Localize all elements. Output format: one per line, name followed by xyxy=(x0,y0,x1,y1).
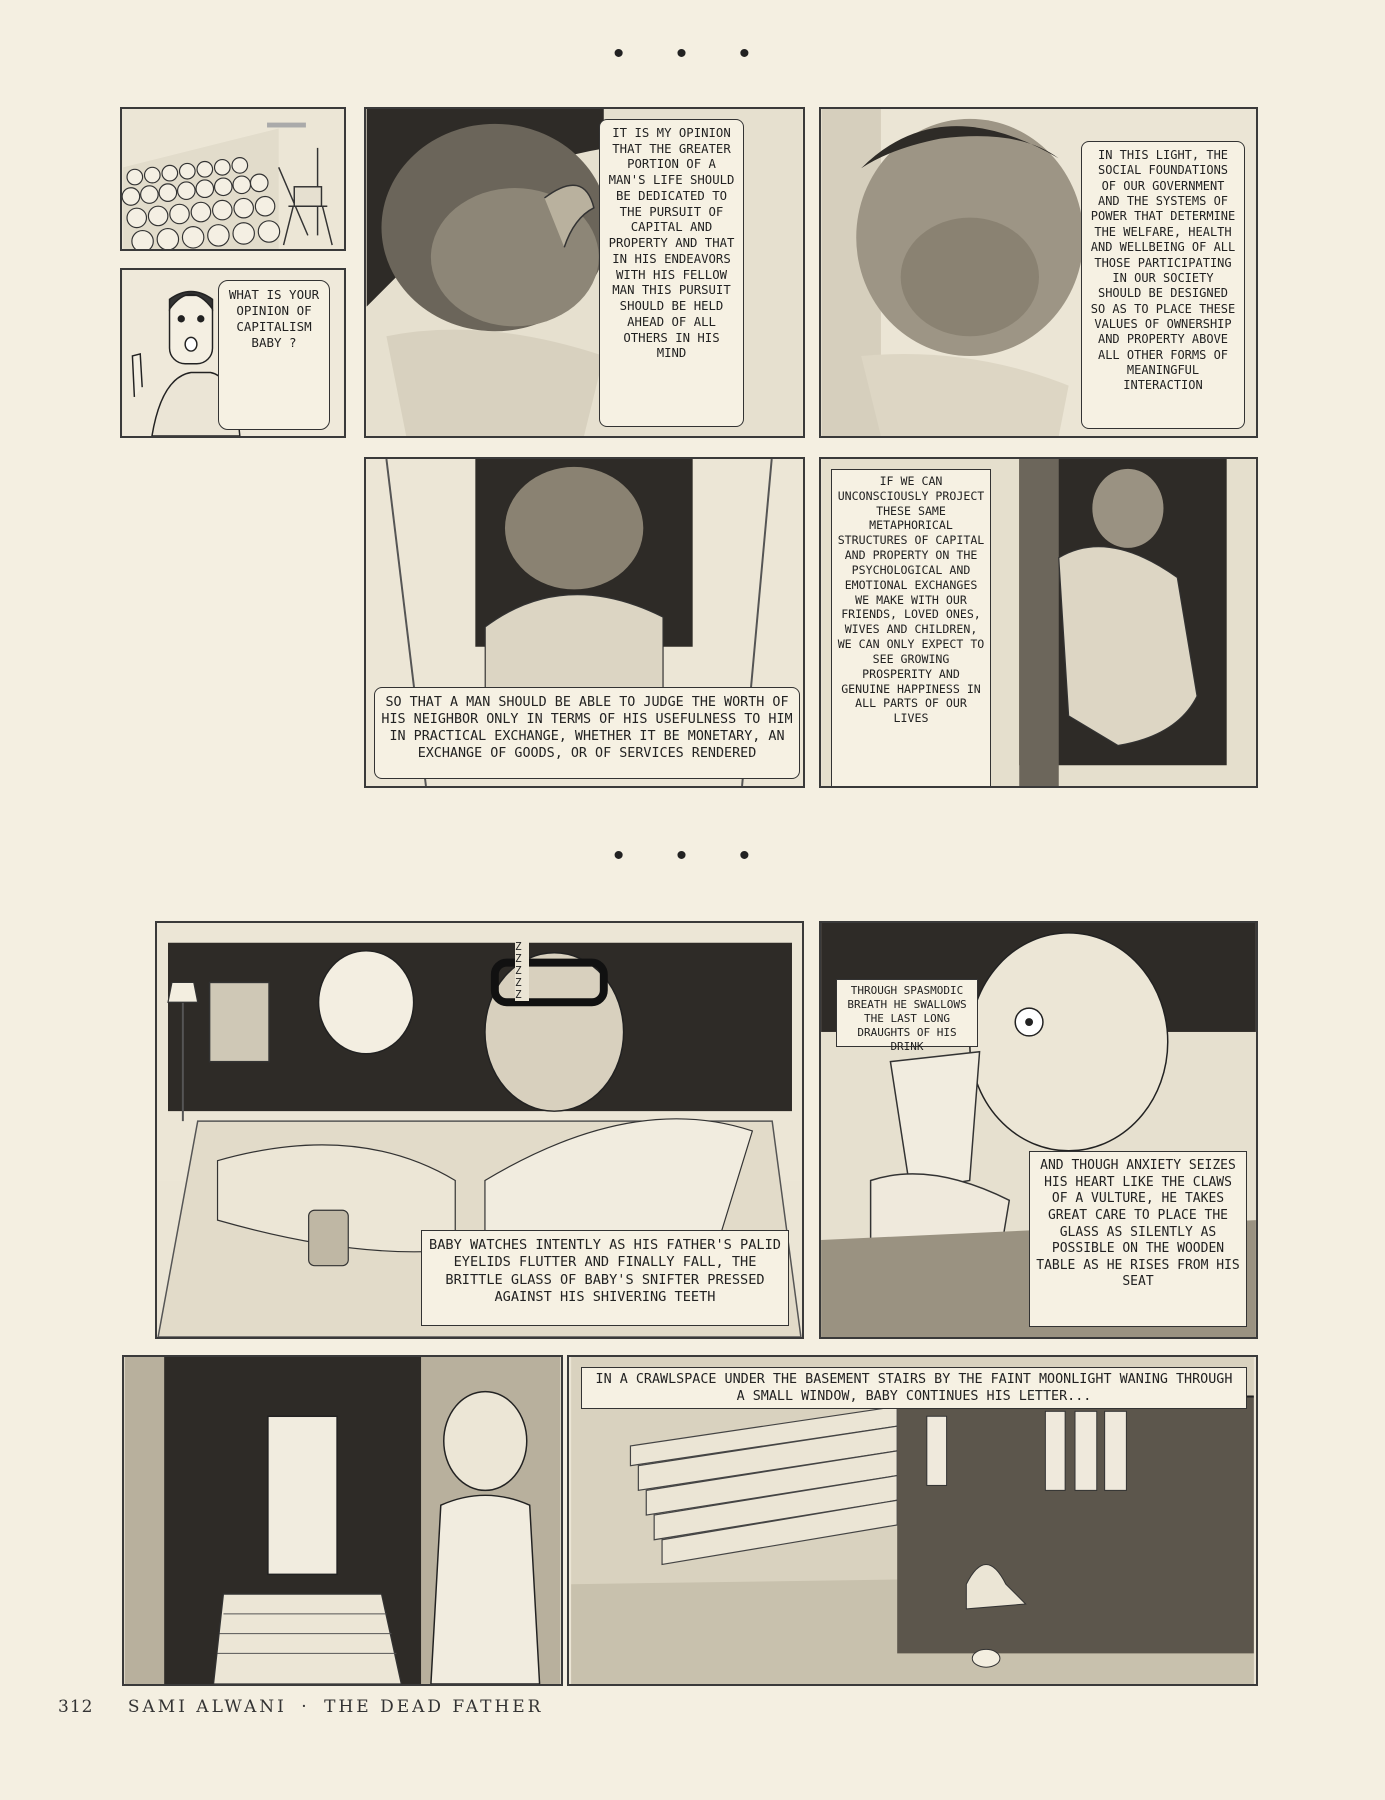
page-number: 312 xyxy=(58,1697,94,1717)
panel-crawlspace xyxy=(567,1355,1258,1686)
author-name: SAMI ALWANI xyxy=(127,1697,287,1717)
caption-judge-neighbor: SO THAT A MAN SHOULD BE ABLE TO JUDGE THE WORTH OF HIS NEIGHBOR ONLY IN TERMS OF HIS USEFULNESS TO HIM IN PRACTICAL EXCHANGE, WHETHER IT BE MONETARY, AN EXCHANGE OF GOODS, OR OF SERVICES RENDERED xyxy=(374,687,800,779)
panel-baby-opinion xyxy=(364,107,805,438)
caption-question: WHAT IS YOUR OPINION OF CAPITALISM BABY ? xyxy=(218,280,330,430)
footer-separator: · xyxy=(301,1697,310,1717)
caption-opinion: IT IS MY OPINION THAT THE GREATER PORTION OF A MAN'S LIFE SHOULD BE DEDICATED TO THE PURSUIT OF CAPITAL AND PROPERTY AND THAT IN HIS ENDEAVORS WITH HIS FELLOW MAN THIS PURSUIT SHOULD BE HELD AHEAD OF ALL OTHERS IN HIS MIND xyxy=(599,119,744,427)
snore-sound-effect: Z Z Z Z Z xyxy=(515,941,529,1001)
scene-break-dots-middle: • • • xyxy=(613,839,772,872)
panel-question xyxy=(120,268,346,438)
crowd-drawing xyxy=(122,109,344,249)
caption-anxiety: AND THOUGH ANXIETY SEIZES HIS HEART LIKE THE CLAWS OF A VULTURE, HE TAKES GREAT CARE TO PLACE THE GLASS AS SILENTLY AS POSSIBLE ON THE WOODEN TABLE AS HE RISES FROM HIS SEAT xyxy=(1029,1151,1247,1327)
panel-crowd xyxy=(120,107,346,251)
panel-baby-drinking xyxy=(819,921,1258,1339)
panel-judge-neighbor xyxy=(364,457,805,788)
page-footer xyxy=(58,1697,543,1717)
caption-social-foundations: IN THIS LIGHT, THE SOCIAL FOUNDATIONS OF OUR GOVERNMENT AND THE SYSTEMS OF POWER THAT DETERMINE THE WELFARE, HEALTH AND WELLBEING OF ALL THOSE PARTICIPATING IN OUR SOCIETY SHOULD BE DESIGNED SO AS TO PLACE THESE VALUES OF OWNERSHIP AND PROPERTY ABOVE ALL OTHER FORMS OF MEANINGFUL INTERACTION xyxy=(1081,141,1245,429)
caption-baby-watches: BABY WATCHES INTENTLY AS HIS FATHER'S PALID EYELIDS FLUTTER AND FINALLY FALL, THE BRITTLE GLASS OF BABY'S SNIFTER PRESSED AGAINST HIS SHIVERING TEETH xyxy=(421,1230,789,1326)
caption-metaphorical-structures: IF WE CAN UNCONSCIOUSLY PROJECT THESE SAME METAPHORICAL STRUCTURES OF CAPITAL AND PROPERTY ON THE PSYCHOLOGICAL AND EMOTIONAL EXCHANGES WE MAKE WITH OUR FRIENDS, LOVED ONES, WIVES AND CHILDREN, WE CAN ONLY EXPECT TO SEE GROWING PROSPERITY AND GENUINE HAPPINESS IN ALL PARTS OF OUR LIVES xyxy=(831,469,991,787)
caption-spasmodic-breath: THROUGH SPASMODIC BREATH HE SWALLOWS THE LAST LONG DRAUGHTS OF HIS DRINK xyxy=(836,979,978,1047)
panel-metaphorical-structures xyxy=(819,457,1258,788)
panel-father-sleeping xyxy=(155,921,804,1339)
baby-doorway-drawing xyxy=(124,1357,561,1684)
caption-crawlspace: IN A CRAWLSPACE UNDER THE BASEMENT STAIRS BY THE FAINT MOONLIGHT WANING THROUGH A SMALL WINDOW, BABY CONTINUES HIS LETTER... xyxy=(581,1367,1247,1409)
book-title: THE DEAD FATHER xyxy=(324,1697,544,1717)
scene-break-dots-top: • • • xyxy=(613,37,772,70)
panel-social-foundations xyxy=(819,107,1258,438)
panel-baby-rises xyxy=(122,1355,563,1686)
